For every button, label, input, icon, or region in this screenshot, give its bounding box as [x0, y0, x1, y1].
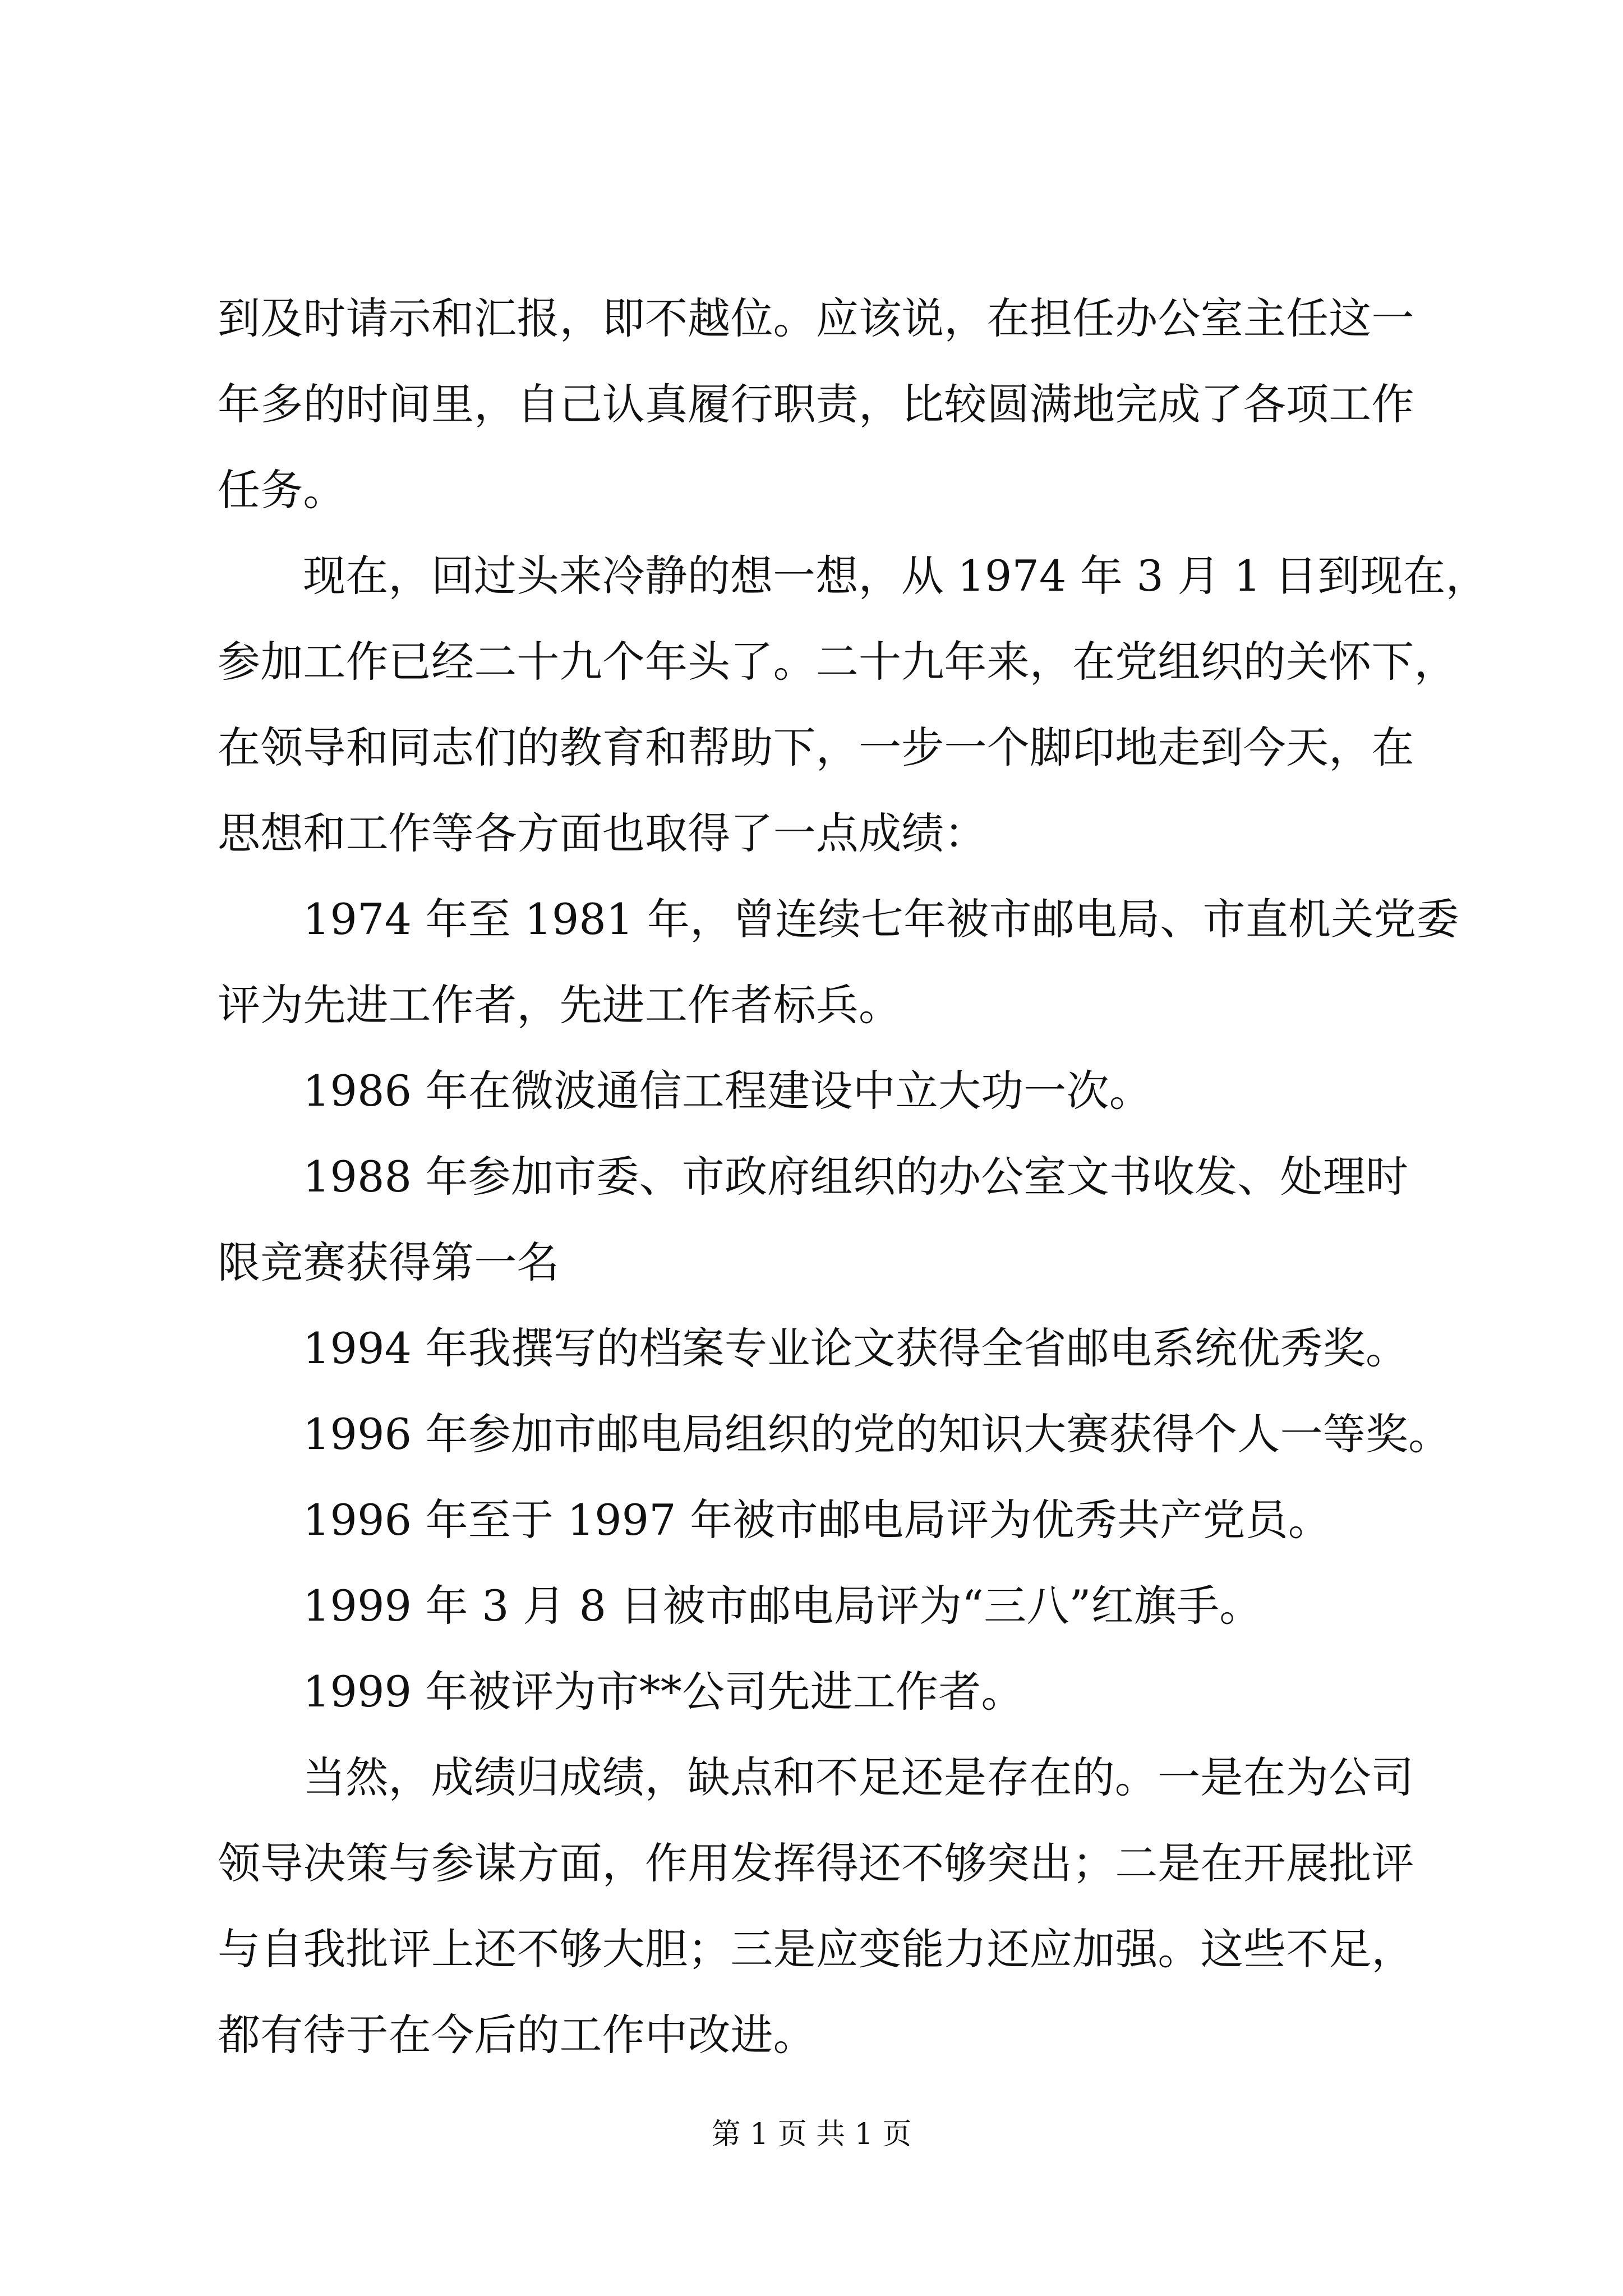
achievement-item: 1999 年 3 月 8 日被市邮电局评为“三八”红旗手。: [303, 1581, 1262, 1631]
achievement-item: 1994 年我撰写的档案专业论文获得全省邮电系统优秀奖。: [303, 1323, 1409, 1373]
text-line: 与自我批评上还不够大胆；三是应变能力还应加强。这些不足，: [218, 1924, 1414, 1974]
page-number-footer: 第 1 页 共 1 页: [711, 2118, 912, 2151]
text-line: 领导决策与参谋方面，作用发挥得还不够突出；二是在开展批评: [218, 1838, 1414, 1888]
achievement-item: 1996 年至于 1997 年被市邮电局评为优秀共产党员。: [303, 1495, 1331, 1545]
text-line: 限竞赛获得第一名: [218, 1237, 560, 1287]
achievement-item: 1988 年参加市委、市政府组织的办公室文书收发、处理时: [303, 1152, 1409, 1202]
text-line: 年多的时间里，自己认真履行职责，比较圆满地完成了各项工作: [218, 379, 1414, 429]
achievement-item: 1974 年至 1981 年，曾连续七年被市邮电局、市直机关党委: [303, 894, 1459, 944]
achievement-item: 1986 年在微波通信工程建设中立大功一次。: [303, 1066, 1152, 1116]
achievement-item: 1999 年被评为市**公司先进工作者。: [303, 1667, 1024, 1717]
text-line: 参加工作已经二十九个年头了。二十九年来，在党组织的关怀下，: [218, 637, 1457, 687]
paragraph-start-line: 当然，成绩归成绩，缺点和不足还是存在的。一是在为公司: [303, 1752, 1414, 1802]
text-line: 都有待于在今后的工作中改进。: [218, 2010, 816, 2060]
text-line: 思想和工作等各方面也取得了一点成绩：: [218, 808, 987, 858]
text-line: 任务。: [218, 465, 346, 515]
paragraph-start-line: 现在，回过头来冷静的想一想，从 1974 年 3 月 1 日到现在，: [303, 551, 1488, 601]
text-line: 到及时请示和汇报，即不越位。应该说，在担任办公室主任这一: [218, 293, 1414, 343]
text-line: 在领导和同志们的教育和帮助下，一步一个脚印地走到今天，在: [218, 723, 1414, 772]
achievement-item: 1996 年参加市邮电局组织的党的知识大赛获得个人一等奖。: [303, 1409, 1451, 1459]
text-line: 评为先进工作者，先进工作者标兵。: [218, 980, 902, 1030]
document-body: [218, 292, 1488, 2094]
